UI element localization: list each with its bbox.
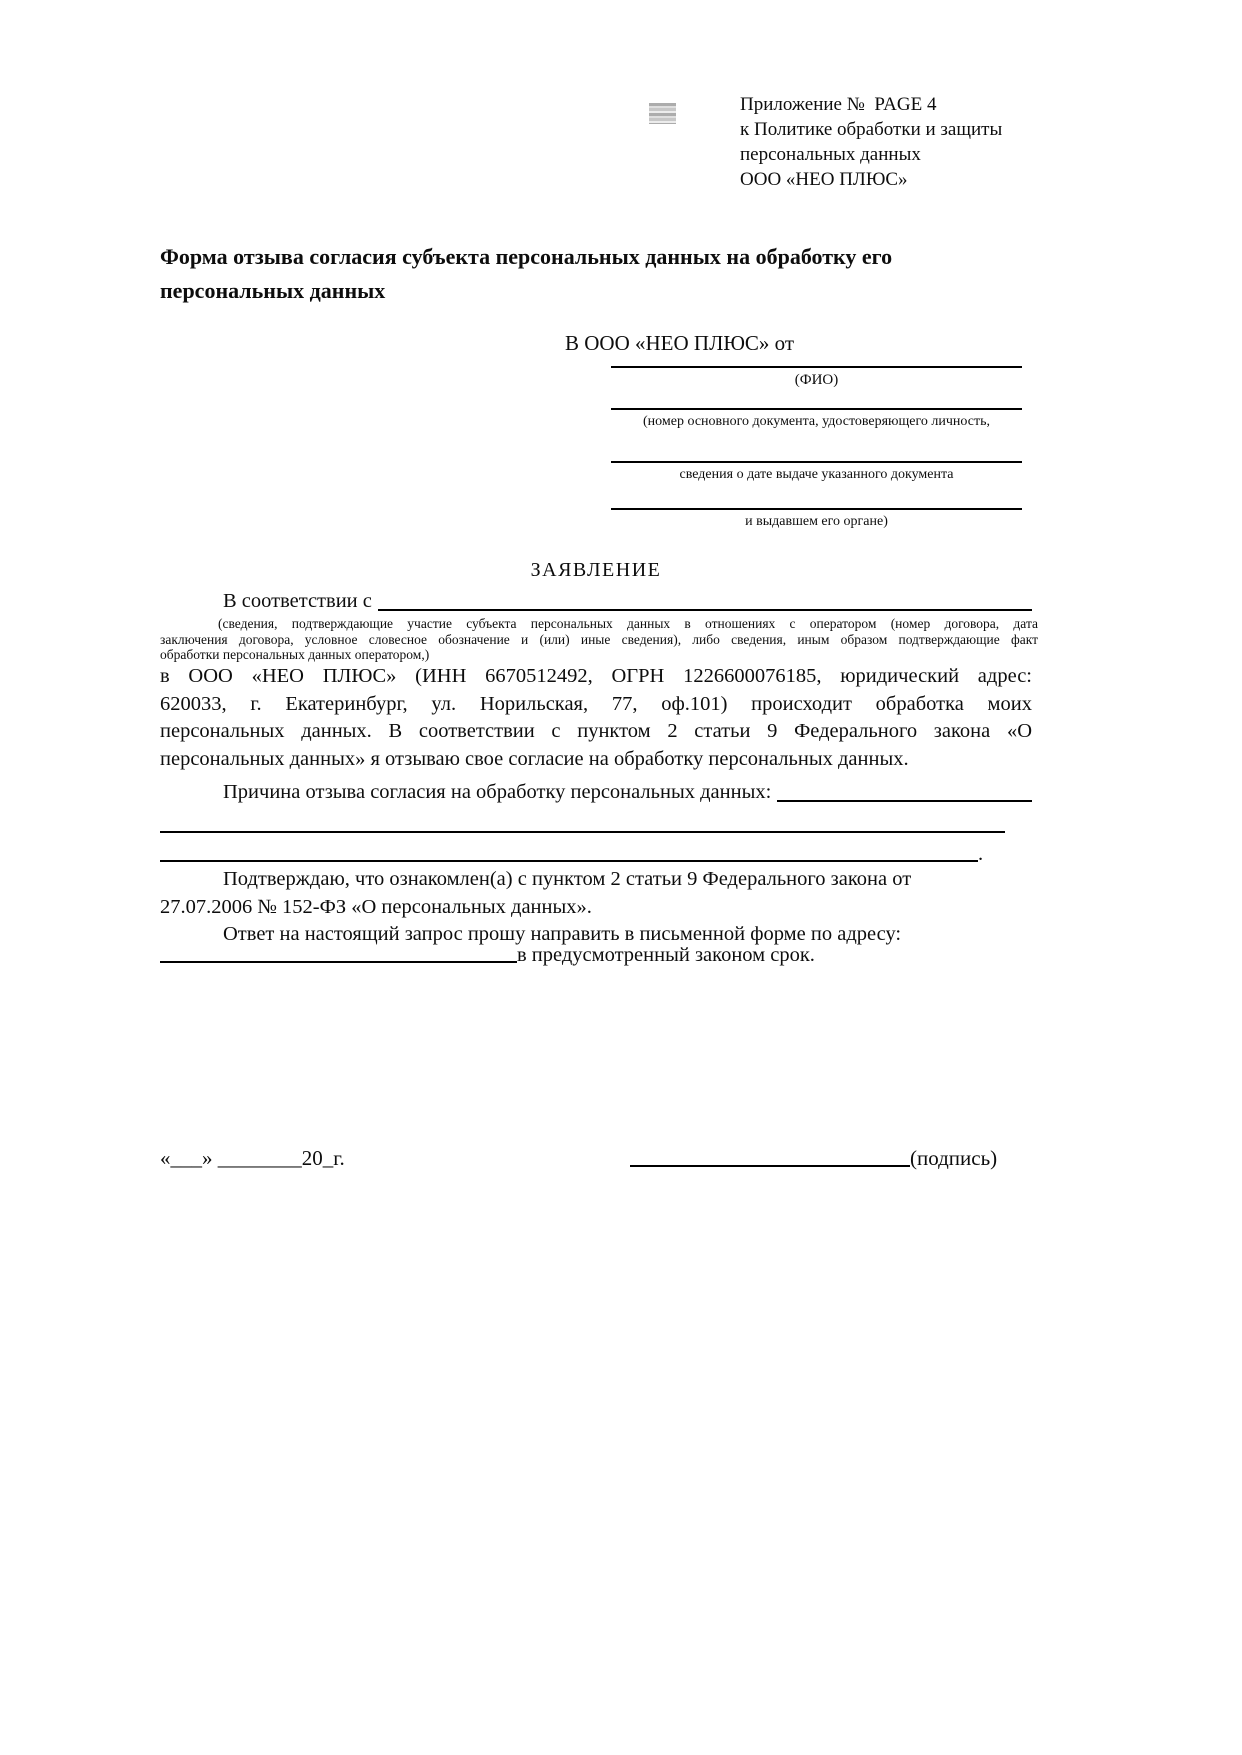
signature-blank-line — [630, 1165, 910, 1167]
doc-number-field — [611, 408, 1022, 431]
body-paragraph — [160, 663, 1032, 773]
accordance-blank-line — [378, 609, 1032, 611]
issuer-caption: и выдавшем его органе) — [745, 514, 888, 529]
reason-blank-line-end — [160, 860, 978, 862]
doc-number-caption: (номер основного документа, удостоверяющего личность, — [643, 414, 990, 429]
accordance-prefix: В соответствии с — [223, 590, 372, 612]
blurred-field-code-artifact — [649, 103, 676, 124]
issue-date-blank-line — [611, 461, 1022, 463]
reply-request-line: Ответ на настоящий запрос прошу направить в письменной форме по адресу: — [223, 923, 902, 945]
appendix-header-line: персональных данных — [740, 144, 921, 165]
body-line: в ООО «НЕО ПЛЮС» (ИНН 6670512492, ОГРН 1226600076185, юридический адрес: — [160, 665, 1032, 687]
reply-suffix: в предусмотренный законом срок. — [517, 944, 815, 966]
fine-print-line: (сведения, подтверждающие участие субъекта персональных данных в отношениях с оператором (номер договора, дата — [218, 616, 1038, 631]
confirmation-paragraph — [160, 866, 1032, 921]
reason-prefix: Причина отзыва согласия на обработку персональных данных: — [223, 781, 772, 803]
issue-date-field — [611, 461, 1022, 484]
body-line: персональных данных. В соответствии с пунктом 2 статьи 9 Федерального закона «О — [160, 720, 1032, 743]
appendix-header — [740, 92, 1002, 192]
body-line: 620033, г. Екатеринбург, ул. Норильская, 77, оф.101) происходит обработка моих — [160, 692, 1032, 715]
reply-address-row — [160, 944, 1032, 967]
fio-caption: (ФИО) — [794, 372, 839, 388]
appendix-header-line: ООО «НЕО ПЛЮС» — [740, 169, 908, 190]
fine-print-line: заключения договора, условное словесное обозначение и (или) иные сведения), либо сведения, иным образом подтверждающие факт — [160, 631, 1038, 647]
appendix-header-line: к Политике обработки и защиты — [740, 119, 1003, 140]
fine-print-note — [160, 616, 1038, 663]
issuer-blank-line — [611, 508, 1022, 510]
fio-blank-line — [611, 366, 1022, 368]
reason-blank-line-end-row — [160, 843, 1032, 866]
reason-blank-line-continuation — [160, 831, 1005, 833]
signature-caption: (подпись) — [910, 1146, 998, 1170]
body-line: персональных данных» я отзываю свое согласие на обработку персональных данных. — [160, 747, 909, 770]
addressee-line: В ООО «НЕО ПЛЮС» от — [565, 331, 795, 355]
accordance-row — [160, 588, 1032, 615]
reply-address-blank-line — [160, 961, 517, 963]
signature-row — [630, 1146, 997, 1171]
doc-number-blank-line — [611, 408, 1022, 410]
confirmation-line: Подтверждаю, что ознакомлен(а) с пунктом 2 статьи 9 Федерального закона от — [223, 868, 912, 890]
reason-blank-line — [777, 800, 1032, 802]
issuer-field — [611, 508, 1022, 531]
issue-date-caption: сведения о дате выдаче указанного документа — [679, 467, 954, 482]
confirmation-line: 27.07.2006 № 152-ФЗ «О персональных данных». — [160, 895, 592, 918]
fio-field — [611, 366, 1022, 389]
fine-print-line: обработки персональных данных оператором,) — [160, 647, 430, 662]
date-blank: «___» ________20_г. — [160, 1146, 345, 1170]
blank-line-terminator: . — [978, 843, 984, 865]
appendix-header-line: Приложение № PAGE 4 — [740, 94, 937, 115]
statement-heading: ЗАЯВЛЕНИЕ — [530, 559, 662, 581]
document-title: Форма отзыва согласия субъекта персональных данных на обработку его персональных данных — [160, 244, 893, 303]
reason-row — [160, 779, 1032, 806]
